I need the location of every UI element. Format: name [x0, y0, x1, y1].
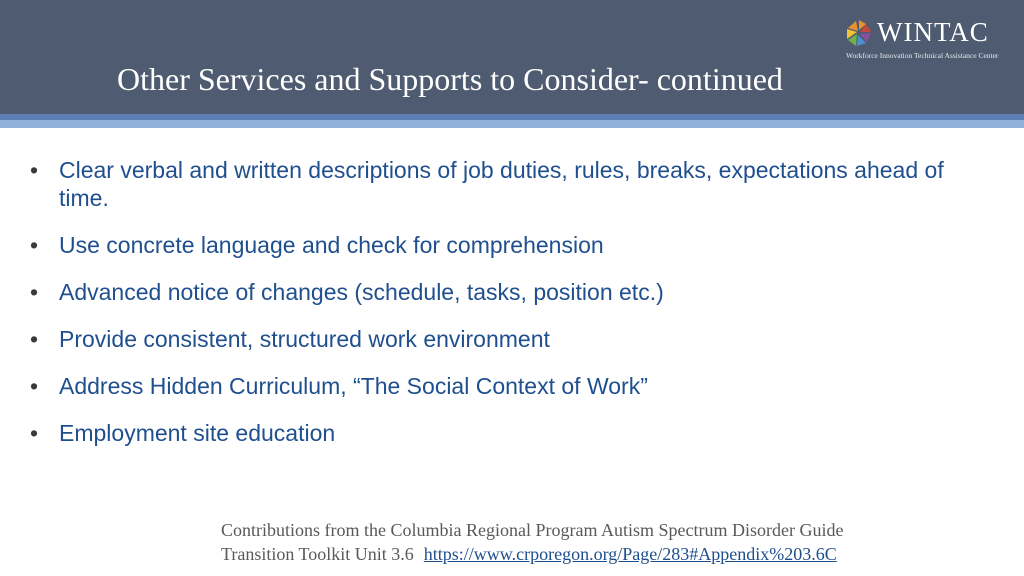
bullet-marker: •	[30, 279, 39, 305]
bullet-marker: •	[30, 373, 39, 399]
header-stripe	[0, 114, 1024, 128]
wintac-logo-icon	[844, 18, 874, 48]
appendix-link[interactable]: https://www.crporegon.org/Page/283#Appendix%203.6C	[423, 544, 837, 564]
bullet-text: Clear verbal and written descriptions of job duties, rules, breaks, expectations ahead of time.	[59, 157, 944, 211]
bullet-text: Use concrete language and check for comprehension	[59, 232, 604, 258]
credit-line-2	[221, 542, 843, 566]
slide-title: Other Services and Supports to Consider- continued	[117, 61, 783, 97]
bullet-item	[30, 325, 960, 353]
bullet-text: Address Hidden Curriculum, “The Social Context of Work”	[59, 373, 648, 399]
source-credit	[221, 518, 843, 566]
wintac-logo	[843, 18, 1013, 62]
logo-name: WINTAC	[877, 17, 989, 47]
bullet-marker: •	[30, 157, 39, 183]
bullet-item	[30, 156, 960, 212]
bullet-list	[30, 156, 960, 466]
bullet-item	[30, 419, 960, 447]
bullet-item	[30, 231, 960, 259]
slide-header	[0, 0, 1024, 114]
bullet-marker: •	[30, 326, 39, 352]
bullet-marker: •	[30, 232, 39, 258]
bullet-text: Advanced notice of changes (schedule, tasks, position etc.)	[59, 279, 664, 305]
credit-toolkit-label: Transition Toolkit Unit 3.6	[221, 544, 414, 564]
bullet-item	[30, 372, 960, 400]
bullet-text: Provide consistent, structured work environment	[59, 326, 550, 352]
bullet-marker: •	[30, 420, 39, 446]
credit-line-1: Contributions from the Columbia Regional Program Autism Spectrum Disorder Guide	[221, 520, 844, 540]
bullet-text: Employment site education	[59, 420, 336, 446]
logo-tagline: Workforce Innovation Technical Assistance Center	[846, 51, 999, 60]
bullet-item	[30, 278, 960, 306]
